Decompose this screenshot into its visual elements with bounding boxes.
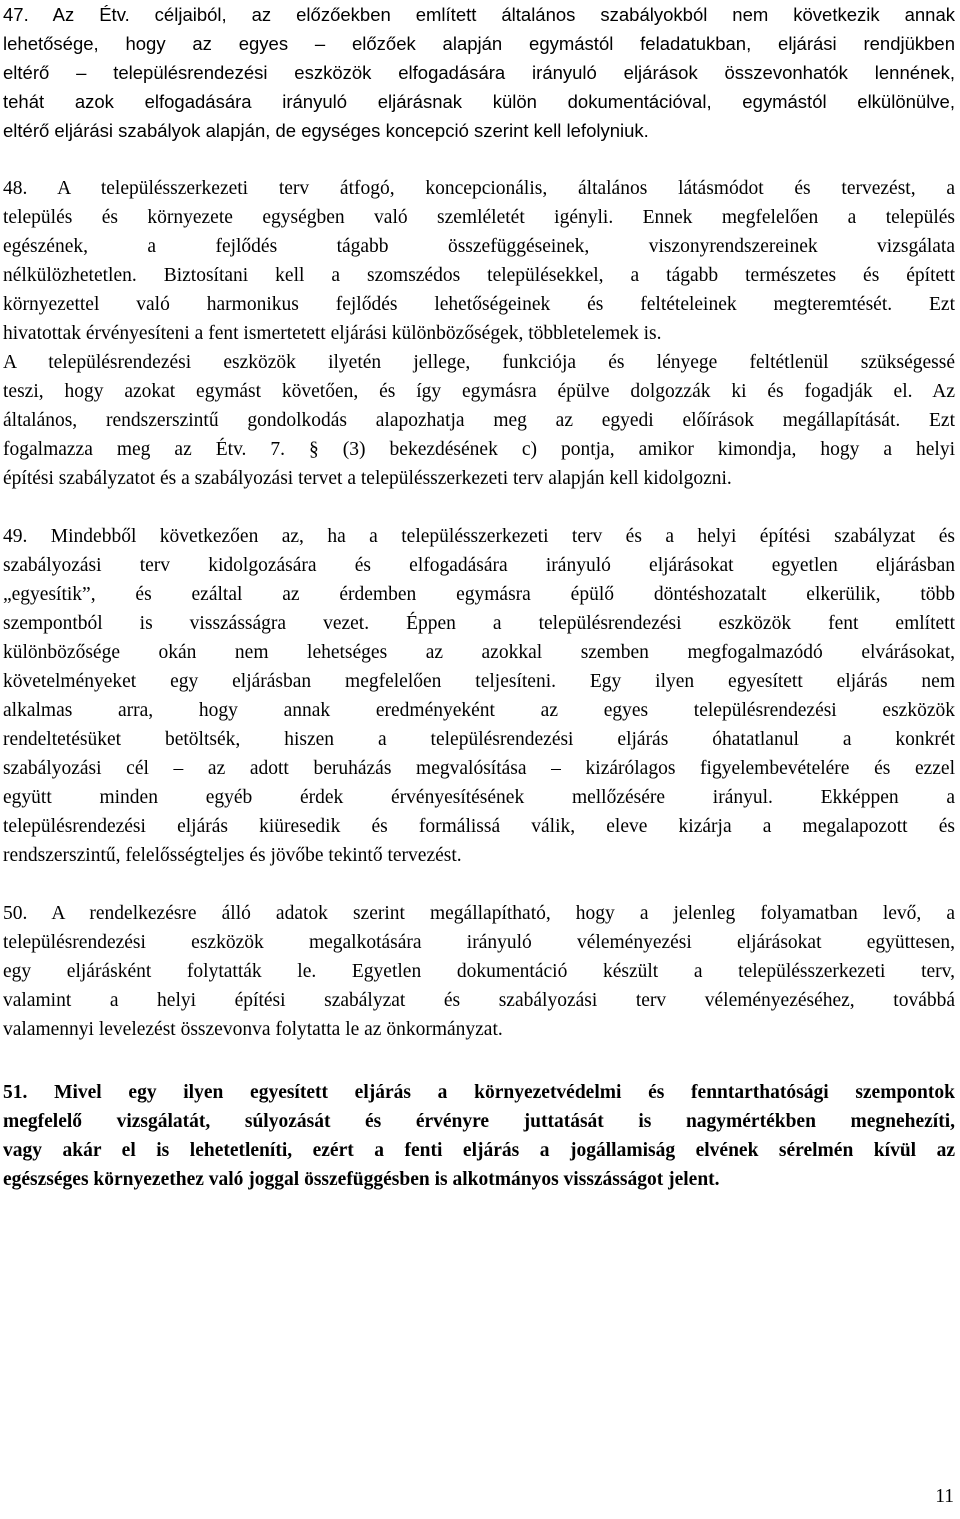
text-line: település és környezete egységben való szemléletét igényli. Ennek megfelelően a település [3, 207, 955, 228]
text-line: egészséges környezethez való joggal összefüggésben is alkotmányos visszásságot jelent. [3, 1169, 720, 1190]
text-line: környezettel való harmonikus fejlődés lehetőségeinek és feltételeinek megteremtését. Ezt [3, 294, 955, 315]
text-line: településrendezési eljárás kiüresedik és formálissá válik, eleve kizárja a megalapozott és [3, 816, 955, 837]
text-line: szempontból is visszásságra vezet. Éppen a településrendezési eszközök fent említett [3, 613, 955, 634]
paragraph-47 [3, 0, 955, 145]
text-line: 51. Mivel egy ilyen egyesített eljárás a környezetvédelmi és fenntarthatósági szempontok [3, 1082, 955, 1103]
text-line: rendeltetésüket betöltsék, hiszen a településrendezési eljárás óhatatlanul a konkrét [3, 729, 955, 750]
text-line: szabályozási terv kidolgozására és elfogadására irányuló eljárásokat egyetlen eljárásban [3, 555, 955, 576]
text-line: lehetősége, hogy az egyes – előzőek alapján egymástól feladatukban, eljárási rendjükben [3, 33, 955, 54]
text-line: eltérő eljárási szabályok alapján, de egységes koncepció szerint kell lefolyniuk. [3, 120, 649, 141]
text-line: rendszerszintű, felelősségteljes és jövőbe tekintő tervezést. [3, 845, 462, 866]
paragraph-50 [3, 899, 955, 1044]
page-number: 11 [935, 1486, 954, 1507]
text-line: általános, rendszerszintű gondolkodás alapozhatja meg az egyedi előírások megállapítását. Ezt [3, 410, 955, 431]
text-line: különbözősége okán nem lehetséges az azokkal szemben megfogalmazódó elvárásokat, [3, 642, 955, 663]
paragraph-48 [3, 174, 955, 493]
text-line: együtt minden egyéb érdek érvényesítésének mellőzésére irányul. Ekképpen a [3, 787, 955, 808]
text-line: 47. Az Étv. céljaiból, az előzőekben említett általános szabályokból nem következik annak [3, 4, 955, 25]
paragraph-51 [3, 1078, 955, 1194]
text-line: fogalmazza meg az Étv. 7. § (3) bekezdésének c) pontja, amikor kimondja, hogy a helyi [3, 439, 955, 460]
text-line: településrendezési eszközök megalkotására irányuló véleményezési eljárásokat együttesen, [3, 932, 955, 953]
paragraph-49 [3, 522, 955, 870]
text-line: 50. A rendelkezésre álló adatok szerint megállapítható, hogy a jelenleg folyamatban levő, a [3, 903, 955, 924]
text-line: valamint a helyi építési szabályzat és szabályozási terv véleményezéséhez, továbbá [3, 990, 955, 1011]
text-line: valamennyi levelezést összevonva folytatta le az önkormányzat. [3, 1019, 503, 1040]
text-line: A településrendezési eszközök ilyetén jellege, funkciója és lényege feltétlenül szükségessé [3, 352, 955, 373]
text-line: építési szabályzatot és a szabályozási tervet a településszerkezeti terv alapján kell kidolgozni. [3, 468, 732, 489]
text-line: hivatottak érvényesíteni a fent ismertetett eljárási különbözőségek, többletelemek is. [3, 323, 662, 344]
text-line: nélkülözhetetlen. Biztosítani kell a szomszédos településekkel, a tágabb természetes és épített [3, 265, 955, 286]
text-line: alkalmas arra, hogy annak eredményeként az egyes településrendezési eszközök [3, 700, 955, 721]
text-line: egy eljárásként folytatták le. Egyetlen dokumentáció készült a településszerkezeti terv, [3, 961, 955, 982]
text-line: vagy akár el is lehetetleníti, ezért a fenti eljárás a jogállamiság elvének sérelmén kívül az [3, 1140, 955, 1161]
text-line: egészének, a fejlődés tágabb összefüggéseinek, viszonyrendszereinek vizsgálata [3, 236, 955, 257]
text-line: 49. Mindebből következően az, ha a településszerkezeti terv és a helyi építési szabályzat és [3, 526, 955, 547]
text-line: szabályozási cél – az adott beruházás megvalósítása – kizárólagos figyelembevételére és ezzel [3, 758, 955, 779]
text-line: eltérő – településrendezési eszközök elfogadására irányuló eljárások összevonhatók lennének, [3, 62, 955, 83]
text-line: tehát azok elfogadására irányuló eljárásnak külön dokumentációval, egymástól elkülönülve, [3, 91, 955, 112]
text-line: követelményeket egy eljárásban megfelelően teljesíteni. Egy ilyen egyesített eljárás nem [3, 671, 955, 692]
text-line: „egyesítik”, és ezáltal az érdemben egymásra épülő döntéshozatalt elkerülik, több [3, 584, 955, 605]
text-line: teszi, hogy azokat egymást követően, és így egymásra épülve dolgozzák ki és fogadják el. Az [3, 381, 955, 402]
text-line: megfelelő vizsgálatát, súlyozását és érvényre juttatását is nagymértékben megnehezíti, [3, 1111, 955, 1132]
text-line: 48. A településszerkezeti terv átfogó, koncepcionális, általános látásmódot és tervezést, a [3, 178, 955, 199]
